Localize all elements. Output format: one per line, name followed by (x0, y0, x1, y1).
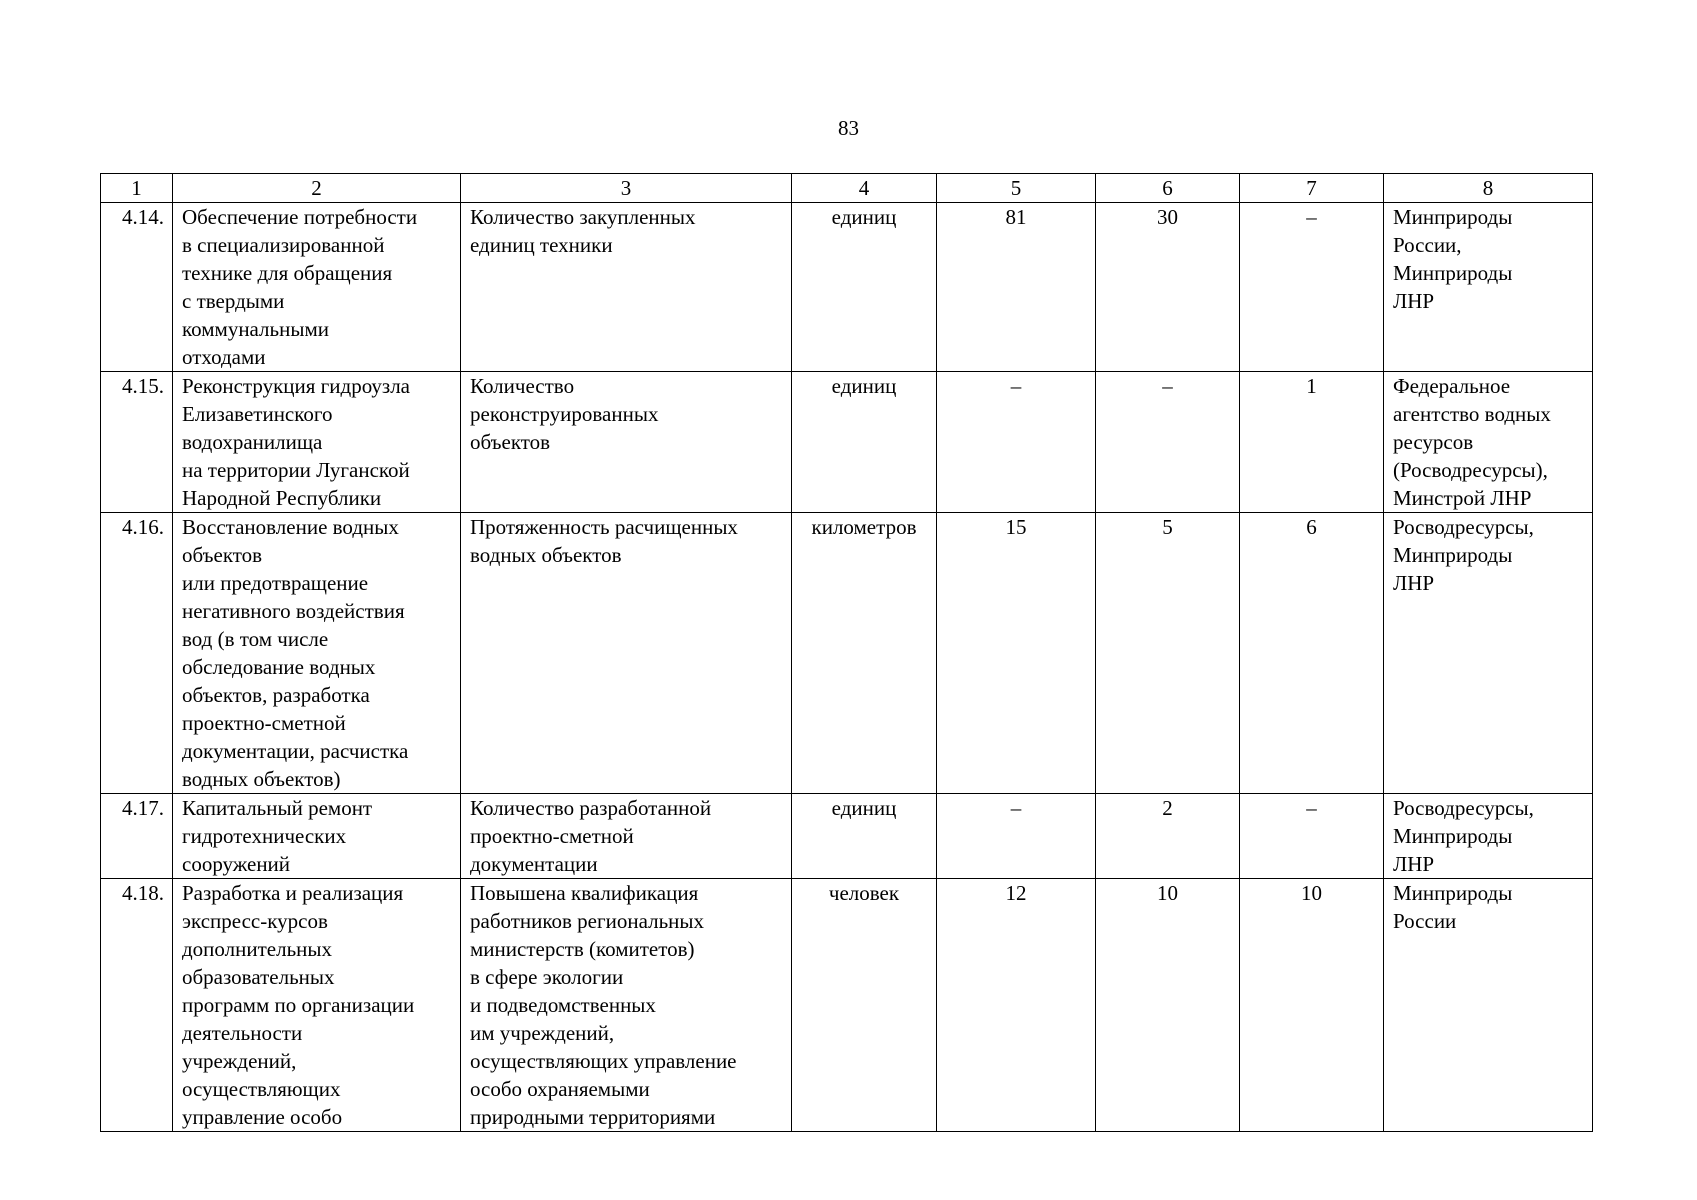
indicator-cell: Количество реконструированных объектов (461, 372, 792, 513)
table-row (101, 794, 1593, 879)
value-col7-cell: 10 (1240, 879, 1384, 1132)
value-col6-cell: 10 (1096, 879, 1240, 1132)
measure-name-cell: Обеспечение потребности в специализированной технике для обращения с твердыми коммунальными отходами (173, 203, 461, 372)
measure-name-cell: Восстановление водных объектов или предотвращение негативного воздействия вод (в том числе обследование водных объектов, разработка проектно-сметной документации, расчистка водных объектов) (173, 513, 461, 794)
item-number-cell: 4.17. (101, 794, 173, 879)
item-number-cell: 4.16. (101, 513, 173, 794)
indicator-cell: Протяженность расчищенных водных объектов (461, 513, 792, 794)
measure-name-cell: Разработка и реализация экспресс-курсов дополнительных образовательных программ по организации деятельности учреждений, осуществляющих управление особо (173, 879, 461, 1132)
column-number-cell: 3 (461, 174, 792, 203)
value-col5-cell: 81 (937, 203, 1096, 372)
indicator-cell: Количество разработанной проектно-сметной документации (461, 794, 792, 879)
responsible-cell: Росводресурсы, Минприроды ЛНР (1384, 794, 1593, 879)
table-row (101, 203, 1593, 372)
value-col6-cell: 30 (1096, 203, 1240, 372)
unit-cell: единиц (792, 794, 937, 879)
measure-name-cell: Реконструкция гидроузла Елизаветинского водохранилища на территории Луганской Народной Республики (173, 372, 461, 513)
value-col7-cell: 6 (1240, 513, 1384, 794)
unit-cell: километров (792, 513, 937, 794)
responsible-cell: Росводресурсы, Минприроды ЛНР (1384, 513, 1593, 794)
measures-table (100, 173, 1593, 1132)
column-number-cell: 6 (1096, 174, 1240, 203)
table-row (101, 513, 1593, 794)
value-col5-cell: – (937, 372, 1096, 513)
item-number-cell: 4.15. (101, 372, 173, 513)
value-col5-cell: 15 (937, 513, 1096, 794)
item-number-cell: 4.14. (101, 203, 173, 372)
indicator-cell: Повышена квалификация работников региональных министерств (комитетов) в сфере экологии и подведомственных им учреждений, осуществляющих управление особо охраняемыми природными территориями (461, 879, 792, 1132)
value-col5-cell: 12 (937, 879, 1096, 1132)
unit-cell: единиц (792, 372, 937, 513)
unit-cell: единиц (792, 203, 937, 372)
value-col6-cell: 2 (1096, 794, 1240, 879)
table-row (101, 879, 1593, 1132)
column-number-cell: 1 (101, 174, 173, 203)
column-number-cell: 4 (792, 174, 937, 203)
value-col6-cell: 5 (1096, 513, 1240, 794)
column-number-cell: 7 (1240, 174, 1384, 203)
column-number-cell: 2 (173, 174, 461, 203)
value-col7-cell: – (1240, 203, 1384, 372)
responsible-cell: Минприроды России (1384, 879, 1593, 1132)
measure-name-cell: Капитальный ремонт гидротехнических сооружений (173, 794, 461, 879)
item-number-cell: 4.18. (101, 879, 173, 1132)
column-number-row (101, 174, 1593, 203)
table-row (101, 372, 1593, 513)
value-col7-cell: 1 (1240, 372, 1384, 513)
value-col6-cell: – (1096, 372, 1240, 513)
value-col5-cell: – (937, 794, 1096, 879)
responsible-cell: Федеральное агентство водных ресурсов (Росводресурсы), Минстрой ЛНР (1384, 372, 1593, 513)
indicator-cell: Количество закупленных единиц техники (461, 203, 792, 372)
responsible-cell: Минприроды России, Минприроды ЛНР (1384, 203, 1593, 372)
page-number: 83 (838, 116, 859, 140)
value-col7-cell: – (1240, 794, 1384, 879)
column-number-cell: 5 (937, 174, 1096, 203)
column-number-cell: 8 (1384, 174, 1593, 203)
unit-cell: человек (792, 879, 937, 1132)
